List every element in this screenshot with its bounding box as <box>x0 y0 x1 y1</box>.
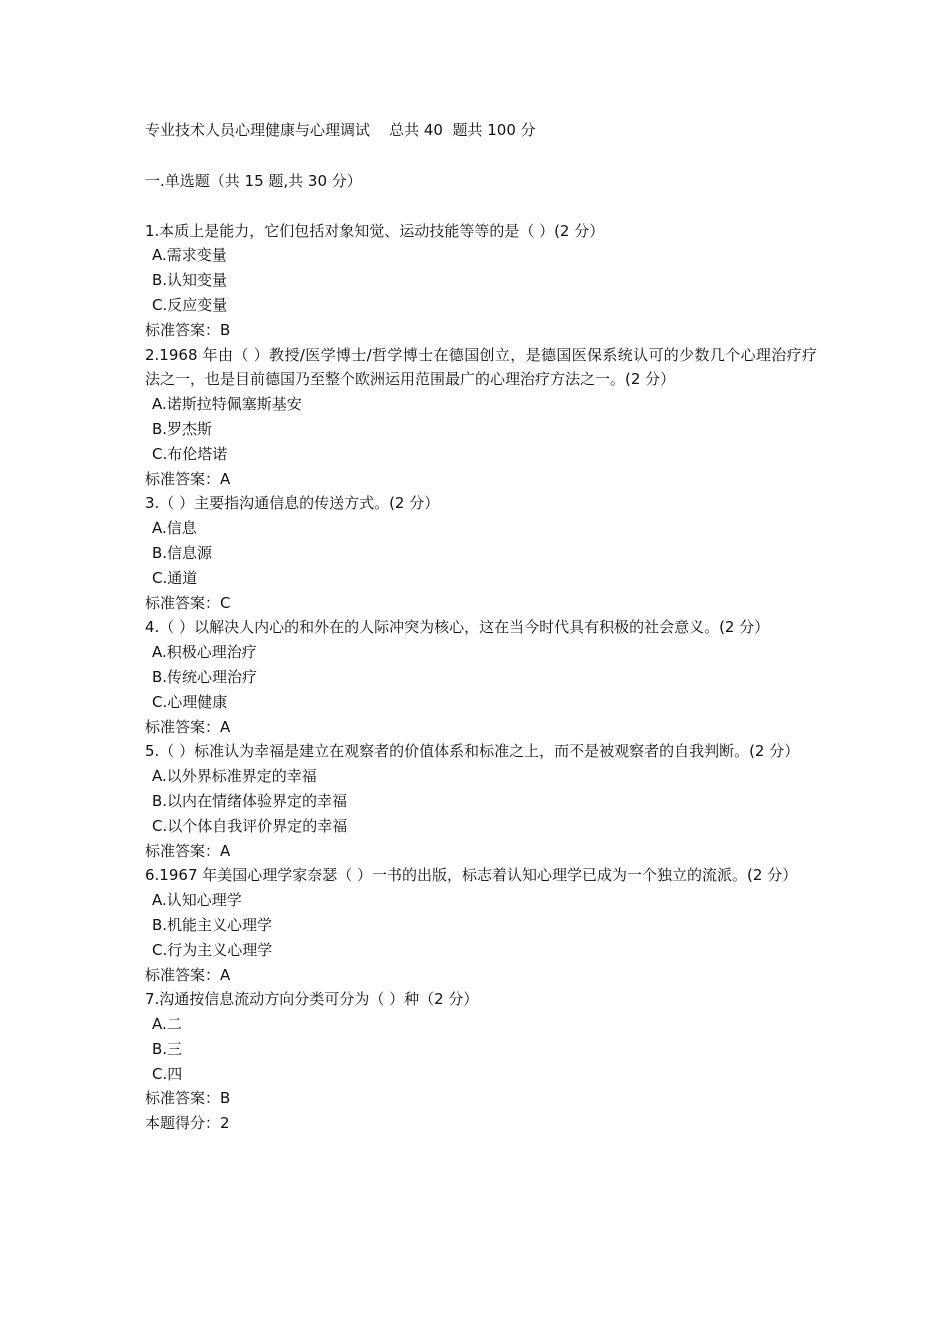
option-a: A.以外界标准界定的幸福 <box>152 767 317 786</box>
option-a: A.认知心理学 <box>152 891 242 910</box>
question-text: 1.本质上是能力，它们包括对象知觉、运动技能等等的是（ ）(2 分） <box>145 221 605 240</box>
option-c: C.反应变量 <box>152 295 228 314</box>
standard-answer: 标准答案：C <box>145 593 231 612</box>
question-text: 2.1968 年由（ ）教授/医学博士/哲学博士在德国创立，是德国医保系统认可的少数几个心理治疗疗法之一，也是目前德国乃至整个欧洲运用范围最广的心理治疗方法之一。(2 分） <box>145 345 817 389</box>
question-block <box>145 491 817 615</box>
standard-answer: 标准答案：A <box>145 469 231 488</box>
question-block <box>145 987 817 1136</box>
option-a: A.积极心理治疗 <box>152 643 257 662</box>
question-text: 6.1967 年美国心理学家奈瑟（ ）一书的出版，标志着认知心理学已成为一个独立的流派。(2 分） <box>145 866 798 885</box>
option-c: C.以个体自我评价界定的幸福 <box>152 816 348 835</box>
question-text: 5.（ ）标准认为幸福是建立在观察者的价值体系和标准之上，而不是被观察者的自我判断。(2 分） <box>145 742 800 761</box>
question-block <box>145 343 817 492</box>
option-b: B.三 <box>152 1039 183 1058</box>
standard-answer: 标准答案：A <box>145 717 231 736</box>
question-text: 4.（ ）以解决人内心的和外在的人际冲突为核心，这在当今时代具有积极的社会意义。(2 分） <box>145 618 770 637</box>
option-b: B.传统心理治疗 <box>152 667 258 686</box>
section-title: 一.单选题（共 15 题,共 30 分） <box>145 171 362 190</box>
option-b: B.认知变量 <box>152 271 228 290</box>
document-title: 专业技术人员心理健康与心理调试 总共 40 题共 100 分 <box>145 121 536 139</box>
option-b: B.以内在情绪体验界定的幸福 <box>152 791 348 810</box>
option-b: B.罗杰斯 <box>152 419 213 438</box>
option-c: C.通道 <box>152 568 198 587</box>
question-score: 本题得分：2 <box>145 1114 230 1133</box>
question-block <box>145 219 817 343</box>
standard-answer: 标准答案：B <box>145 1089 231 1108</box>
question-block <box>145 615 817 739</box>
option-c: C.布伦塔诺 <box>152 444 228 463</box>
option-b: B.信息源 <box>152 543 213 562</box>
question-block <box>145 739 817 863</box>
standard-answer: 标准答案：A <box>145 841 231 860</box>
standard-answer: 标准答案：B <box>145 320 231 339</box>
option-c: C.心理健康 <box>152 692 228 711</box>
standard-answer: 标准答案：A <box>145 965 231 984</box>
option-b: B.机能主义心理学 <box>152 915 273 934</box>
document-page <box>145 118 817 1136</box>
option-c: C.行为主义心理学 <box>152 940 273 959</box>
question-text: 3.（ ）主要指沟通信息的传送方式。(2 分） <box>145 494 440 513</box>
question-text: 7.沟通按信息流动方向分类可分为（ ）种（2 分） <box>145 990 479 1009</box>
option-a: A.信息 <box>152 519 197 538</box>
option-a: A.二 <box>152 1015 182 1034</box>
question-block <box>145 863 817 987</box>
option-a: A.诺斯拉特佩塞斯基安 <box>152 395 302 414</box>
option-c: C.四 <box>152 1064 183 1083</box>
option-a: A.需求变量 <box>152 246 227 265</box>
